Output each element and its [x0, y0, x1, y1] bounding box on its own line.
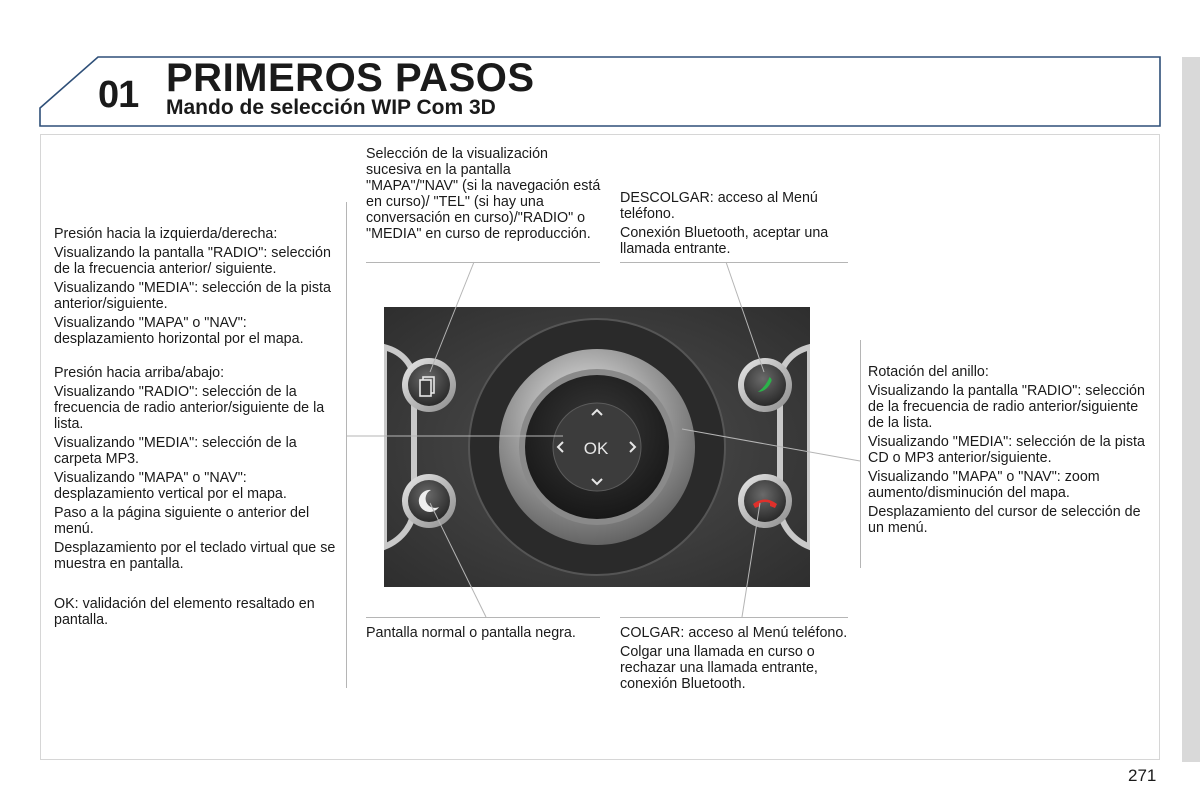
phone-answer-button[interactable] [738, 358, 792, 412]
phone-hangup-button[interactable] [738, 474, 792, 528]
vertical-map-text: Visualizando "MAPA" o "NAV": desplazamiento vertical por el mapa. [54, 470, 287, 502]
vertical-keyboard-text: Desplazamiento por el teclado virtual que se muestra en pantalla. [54, 540, 336, 572]
horizontal-radio-text: Visualizando la pantalla "RADIO": selección de la frecuencia anterior/ siguiente. [54, 245, 331, 277]
hangup-description [620, 625, 856, 695]
ring-map-text: Visualizando "MAPA" o "NAV": zoom aumento/disminución del mapa. [868, 469, 1100, 501]
vertical-press-heading: Presión hacia arriba/abajo: [54, 365, 225, 381]
page-title: PRIMEROS PASOS [166, 56, 535, 100]
ok-label: OK [583, 439, 609, 458]
reject-call-text: Colgar una llamada en curso o rechazar una llamada entrante, conexión Bluetooth. [620, 644, 818, 692]
ok-validation-text: OK: validación del elemento resaltado en pantalla. [54, 596, 315, 628]
horizontal-press-heading: Presión hacia la izquierda/derecha: [54, 226, 278, 242]
ring-rotation-description [868, 364, 1158, 539]
left-description [54, 226, 346, 631]
night-mode-text: Pantalla normal o pantalla negra. [366, 625, 576, 641]
bottom-middle-rule [366, 617, 600, 618]
answer-description [620, 190, 852, 260]
wip-com-3d-control-photo [384, 307, 810, 587]
answer-text: DESCOLGAR: acceso al Menú teléfono. [620, 190, 818, 222]
chapter-side-tab [1182, 57, 1200, 762]
left-divider [346, 202, 347, 688]
display-mode-text: Selección de la visualización sucesiva en la pantalla "MAPA"/"NAV" (si la navegación está en curso)/ "TEL" (si hay una conversación en curso)/"RADIO" o "MEDIA" en curso de reproducción. [366, 146, 601, 242]
display-mode-button[interactable] [402, 358, 456, 412]
horizontal-map-text: Visualizando "MAPA" o "NAV": desplazamiento horizontal por el mapa. [54, 315, 304, 347]
right-divider [860, 340, 861, 568]
ring-cursor-text: Desplazamiento del cursor de selección de un menú. [868, 504, 1141, 536]
ring-rotation-heading: Rotación del anillo: [868, 364, 989, 380]
chapter-number: 01 [98, 74, 139, 116]
ring-radio-text: Visualizando la pantalla "RADIO": selección de la frecuencia de radio anterior/siguiente de la lista. [868, 383, 1145, 431]
bluetooth-accept-text: Conexión Bluetooth, aceptar una llamada entrante. [620, 225, 829, 257]
vertical-radio-text: Visualizando "RADIO": selección de la frecuencia de radio anterior/siguiente de la lista. [54, 384, 325, 432]
page-subtitle: Mando de selección WIP Com 3D [166, 96, 496, 119]
horizontal-media-text: Visualizando "MEDIA": selección de la pista anterior/siguiente. [54, 280, 331, 312]
vertical-media-text: Visualizando "MEDIA": selección de la carpeta MP3. [54, 435, 297, 467]
bottom-right-rule [620, 617, 848, 618]
hangup-text: COLGAR: acceso al Menú teléfono. [620, 625, 848, 641]
ring-media-text: Visualizando "MEDIA": selección de la pista CD o MP3 anterior/siguiente. [868, 434, 1145, 466]
night-mode-button[interactable] [402, 474, 456, 528]
display-mode-description [366, 146, 606, 245]
top-right-rule [620, 262, 848, 263]
page-number: 271 [1128, 766, 1157, 785]
top-middle-rule [366, 262, 600, 263]
night-mode-description [366, 625, 586, 644]
vertical-menu-text: Paso a la página siguiente o anterior del menú. [54, 505, 310, 537]
